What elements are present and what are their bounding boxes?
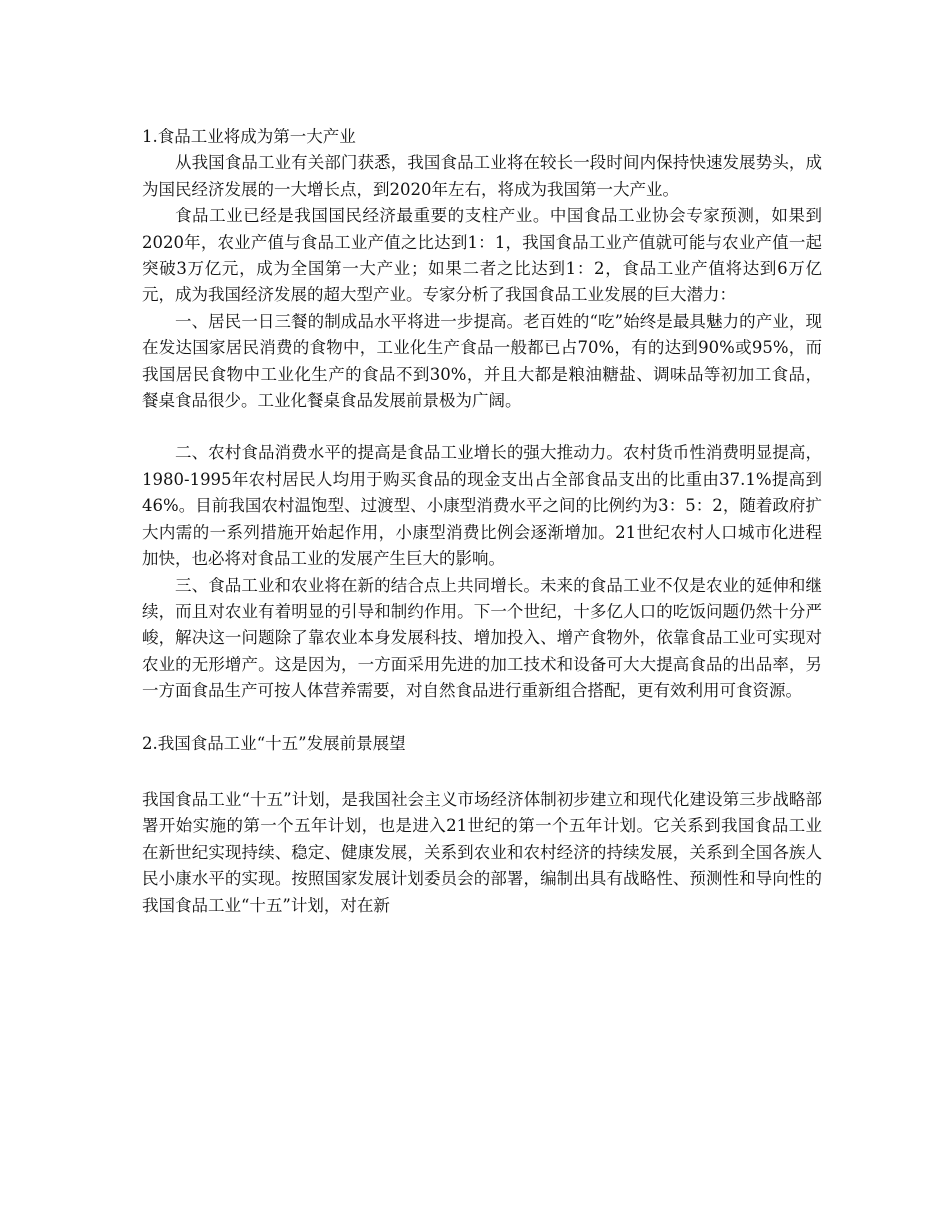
section-1-paragraph-1: 从我国食品工业有关部门获悉，我国食品工业将在较长一段时间内保持快速发展势头，成为国民经济发展的一大增长点，到2020年左右，将成为我国第一大产业。 [142,153,822,199]
section-1-heading: 1.食品工业将成为第一大产业 [142,127,356,146]
section-1-paragraph-2: 食品工业已经是我国国民经济最重要的支柱产业。中国食品工业协会专家预测，如果到2020年，农业产值与食品工业产值之比达到1：1，我国食品工业产值就可能与农业产值一起突破3万亿元，成为全国第一大产业；如果二者之比达到1：2，食品工业产值将达到6万亿元，成为我国经济发展的超大型产业。专家分析了我国食品工业发展的巨大潜力： [142,206,822,305]
document-page [142,124,822,919]
section-2-paragraph-1: 我国食品工业“十五”计划，是我国社会主义市场经济体制初步建立和现代化建设第三步战略部署开始实施的第一个五年计划，也是进入21世纪的第一个五年计划。它关系到我国食品工业在新世纪实现持续、稳定、健康发展，关系到农业和农村经济的持续发展，关系到全国各族人民小康水平的实现。按照国家发展计划委员会的部署，编制出具有战略性、预测性和导向性的我国食品工业“十五”计划，对在新 [142,789,822,915]
section-2-heading-wrap [142,731,822,757]
section-1-paragraph-4: 二、农村食品消费水平的提高是食品工业增长的强大推动力。农村货币性消费明显提高，1980-1995年农村居民人均用于购买食品的现金支出占全部食品支出的比重由37.1%提高到46%。目前我国农村温饱型、过渡型、小康型消费水平之间的比例约为3：5：2，随着政府扩大内需的一系列措施开始起作用，小康型消费比例会逐渐增加。21世纪农村人口城市化进程加快，也必将对食品工业的发展产生巨大的影响。 [142,443,822,569]
section-1-paragraph-5: 三、食品工业和农业将在新的结合点上共同增长。未来的食品工业不仅是农业的延伸和继续，而且对农业有着明显的引导和制约作用。下一个世纪，十多亿人口的吃饭问题仍然十分严峻，解决这一问题除了靠农业本身发展科技、增加投入、增产食物外，依靠食品工业可实现对农业的无形增产。这是因为，一方面采用先进的加工技术和设备可大大提高食品的出品率，另一方面食品生产可按人体营养需要，对自然食品进行重新组合搭配，更有效利用可食资源。 [142,575,822,701]
section-2-heading: 2.我国食品工业“十五”发展前景展望 [142,733,406,753]
section-1-paragraph-3: 一、居民一日三餐的制成品水平将进一步提高。老百姓的“吃”始终是最具魅力的产业，现在发达国家居民消费的食物中，工业化生产食品一般都已占70%，有的达到90%或95%，而我国居民食物中工业化生产的食品不到30%，并且大都是粮油糖盐、调味品等初加工食品，餐桌食品很少。工业化餐桌食品发展前景极为广阔。 [142,311,822,411]
